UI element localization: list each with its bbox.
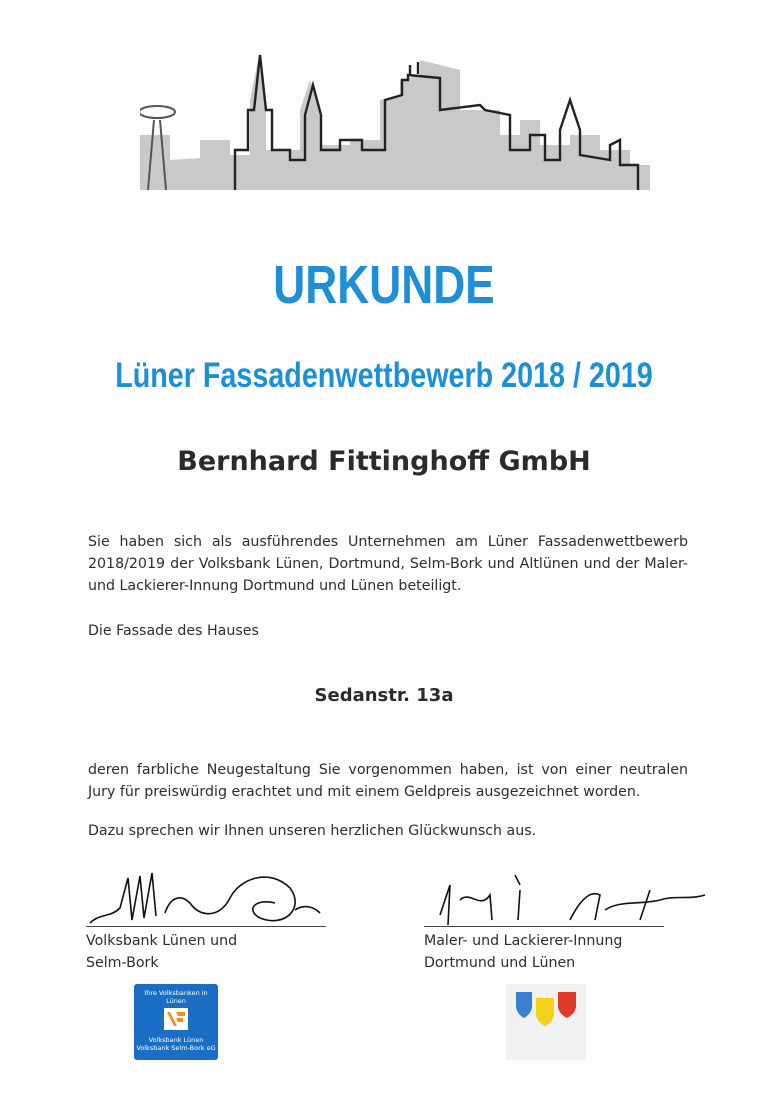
competition-title: Lüner Fassadenwettbewerb 2018 / 2019 bbox=[115, 356, 653, 395]
company-name: Bernhard Fittinghoff GmbH bbox=[177, 446, 591, 477]
certificate-title: URKUNDE bbox=[273, 255, 495, 315]
volksbank-logo-names bbox=[134, 1036, 218, 1052]
signatory-right-line1: Maler- und Lackierer-Innung bbox=[424, 933, 623, 949]
house-address: Sedanstr. 13a bbox=[314, 685, 454, 706]
signatory-right-line2: Dortmund und Lünen bbox=[424, 955, 576, 971]
facade-intro-text: Die Fassade des Hauses bbox=[88, 623, 259, 639]
signatory-left-line1: Volksbank Lünen und bbox=[86, 933, 238, 949]
signatory-left-line2: Selm-Bork bbox=[86, 955, 159, 971]
volksbank-logo bbox=[134, 984, 218, 1060]
volksbank-logo-name2: Volksbank Selm-Bork eG bbox=[136, 1044, 216, 1052]
participation-paragraph: Sie haben sich als ausführendes Unternehmen am Lüner Fassadenwettbewerb 2018/2019 der Volksbank Lünen, Dortmund, Selm-Bork und Altlünen und der Maler- und Lackierer-Innung Dortmund und Lünen beteiligt. bbox=[88, 534, 688, 594]
award-paragraph: deren farbliche Neugestaltung Sie vorgenommen haben, ist von einer neutralen Jury für preiswürdig erachtet und mit einem Geldpreis ausgezeichnet worden. bbox=[88, 762, 688, 800]
volksbank-mark-icon bbox=[164, 1008, 188, 1030]
city-skyline-illustration bbox=[140, 40, 650, 190]
volksbank-logo-tagline: Ihre Volksbanken in Lünen bbox=[144, 989, 208, 1005]
signature-line-right bbox=[424, 926, 664, 927]
volksbank-logo-name1: Volksbank Lünen bbox=[148, 1036, 204, 1044]
signature-line-left bbox=[86, 926, 326, 927]
innung-shields-logo bbox=[506, 984, 586, 1060]
congratulations-text: Dazu sprechen wir Ihnen unseren herzlichen Glückwunsch aus. bbox=[88, 823, 537, 839]
signatory-left bbox=[86, 930, 237, 974]
signatory-right bbox=[424, 930, 622, 974]
